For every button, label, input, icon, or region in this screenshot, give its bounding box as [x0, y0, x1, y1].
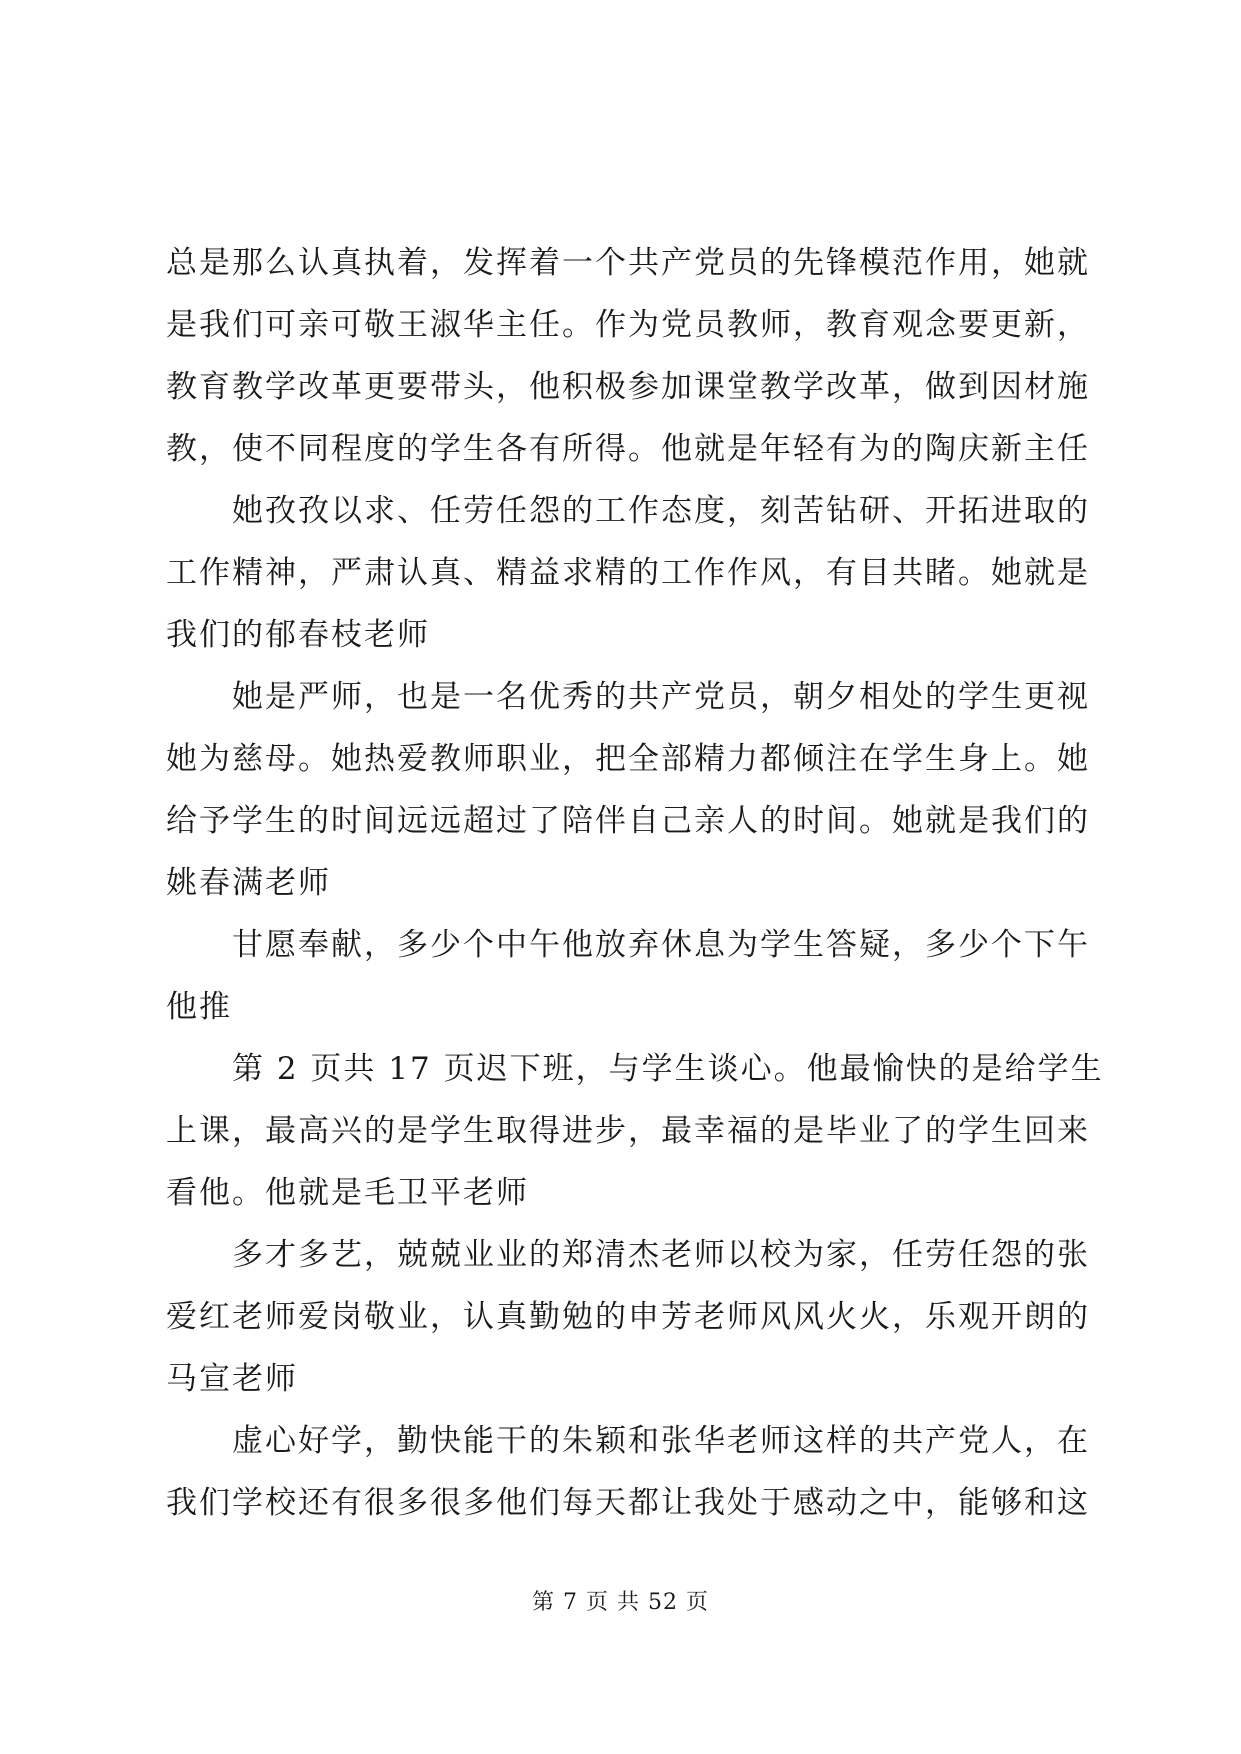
text-line: 她是严师，也是一名优秀的共产党员，朝夕相处的学生更视: [232, 679, 1090, 715]
text-line: 她为慈母。她热爱教师职业，把全部精力都倾注在学生身上。她: [166, 741, 1090, 777]
text-line: 是我们可亲可敬王淑华主任。作为党员教师，教育观念要更新，: [166, 307, 1090, 343]
page-footer: 第 7 页 共 52 页: [532, 1590, 709, 1615]
text-line: 马宣老师: [166, 1361, 298, 1397]
text-line: 虚心好学，勤快能干的朱颖和张华老师这样的共产党人，在: [232, 1423, 1090, 1459]
text-line: 给予学生的时间远远超过了陪伴自己亲人的时间。她就是我们的: [166, 803, 1090, 839]
text-line: 爱红老师爱岗敬业，认真勤勉的申芳老师风风火火，乐观开朗的: [166, 1299, 1090, 1335]
text-line: 教，使不同程度的学生各有所得。他就是年轻有为的陶庆新主任: [166, 431, 1090, 467]
text-line: 她孜孜以求、任劳任怨的工作态度，刻苦钻研、开拓进取的: [232, 493, 1090, 529]
text-line: 上课，最高兴的是学生取得进步，最幸福的是毕业了的学生回来: [166, 1113, 1090, 1149]
text-line: 多才多艺，兢兢业业的郑清杰老师以校为家，任劳任怨的张: [232, 1237, 1090, 1273]
text-line: 我们的郁春枝老师: [166, 617, 430, 653]
text-line: 工作精神，严肃认真、精益求精的工作作风，有目共睹。她就是: [166, 555, 1090, 591]
text-line: 总是那么认真执着，发挥着一个共产党员的先锋模范作用，她就: [166, 245, 1090, 281]
text-line: 我们学校还有很多很多他们每天都让我处于感动之中，能够和这: [166, 1485, 1090, 1521]
text-line: 教育教学改革更要带头，他积极参加课堂教学改革，做到因材施: [166, 369, 1090, 405]
text-line: 看他。他就是毛卫平老师: [166, 1175, 529, 1211]
document-body: [166, 232, 1104, 1534]
text-line: 甘愿奉献，多少个中午他放弃休息为学生答疑，多少个下午: [232, 927, 1090, 963]
text-line: 姚春满老师: [166, 865, 331, 901]
text-line: 他推: [166, 989, 232, 1025]
text-line: 第 2 页共 17 页迟下班，与学生谈心。他最愉快的是给学生: [232, 1051, 1104, 1087]
